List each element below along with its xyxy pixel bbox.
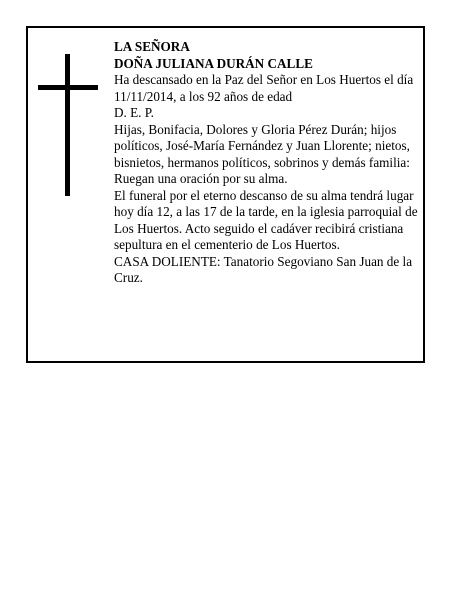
- funeral-details: El funeral por el eterno descanso de su alma tendrá lugar hoy día 12, a las 17 de la tarde, en la iglesia parroquial de Los Huertos. Acto seguido el cadáver recibirá cristiana sepultura en el cementerio de Los Huertos.: [114, 187, 418, 252]
- family-members: Hijas, Bonifacia, Dolores y Gloria Pérez Durán; hijos políticos, José-María Fernández y Juan Llorente; nietos, bisnietos, hermanos políticos, sobrinos y demás familia:: [114, 121, 410, 170]
- obituary-text: [114, 39, 420, 287]
- funeral-home: CASA DOLIENTE: Tanatorio Segoviano San Juan de la Cruz.: [114, 253, 413, 285]
- deceased-name: DOÑA JULIANA DURÁN CALLE: [114, 55, 313, 71]
- dep-abbreviation: D. E. P.: [114, 105, 154, 120]
- cross-vertical-bar: [65, 54, 70, 196]
- latin-cross-icon: [38, 54, 98, 196]
- death-statement: Ha descansado en la Paz del Señor en Los Huertos el día 11/11/2014, a los 92 años de edad: [114, 72, 414, 104]
- cross-horizontal-bar: [38, 85, 98, 90]
- prayer-request: Ruegan una oración por su alma.: [114, 171, 288, 186]
- heading-title: LA SEÑORA: [114, 39, 190, 54]
